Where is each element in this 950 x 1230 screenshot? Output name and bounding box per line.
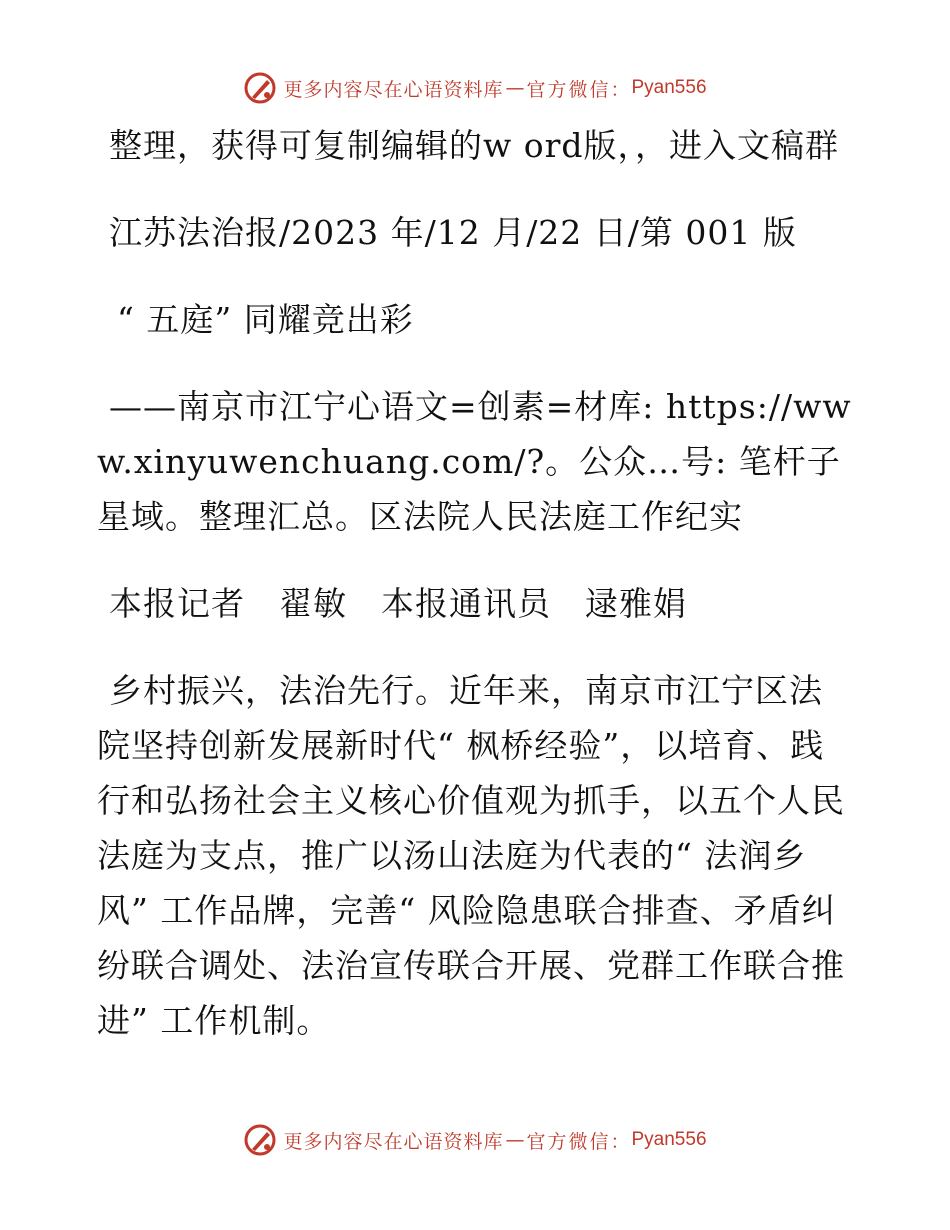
watermark-account: Pyan556 — [631, 1129, 707, 1150]
watermark-account: Pyan556 — [631, 77, 707, 98]
watermark-label: 官方微信： — [526, 1130, 632, 1153]
quill-pen-circle-icon — [243, 71, 277, 105]
watermark-text: 更多内容尽在心语资料库 — [283, 78, 504, 101]
header-watermark — [0, 68, 950, 108]
byline: 本报记者 翟敏 本报通讯员 逯雅娟 — [109, 584, 687, 623]
watermark-separator: — — [505, 1129, 525, 1151]
watermark-text: 更多内容尽在心语资料库 — [283, 1130, 504, 1153]
headline: “ 五庭” 同耀竞出彩 — [117, 300, 414, 339]
source-line: 江苏法治报/2023 年/12 月/22 日/第 001 版 — [109, 213, 797, 252]
document-body — [97, 118, 853, 1048]
quill-pen-circle-icon — [243, 1123, 277, 1157]
intro-paragraph: 整理，获得可复制编辑的w ord版，，进入文稿群 — [109, 126, 840, 165]
watermark-label: 官方微信： — [526, 78, 632, 101]
subheadline: ——南京市江宁心语文=创素=材库: https://www.xinyuwenchuang.com/?。公众…号: 笔杆子星域。整理汇总。区法院人民法庭工作纪实 — [97, 387, 852, 536]
footer-watermark — [0, 1120, 950, 1160]
body-paragraph: 乡村振兴，法治先行。近年来，南京市江宁区法院坚持创新发展新时代“ 枫桥经验”，以培育、践行和弘扬社会主义核心价值观为抓手，以五个人民法庭为支点，推广以汤山法庭为代表的“ 法润乡风” 工作品牌，完善“ 风险隐患联合排查、矛盾纠纷联合调处、法治宣传联合开展、党群工作联合推进” 工作机制。 — [97, 671, 845, 1040]
watermark-separator: — — [505, 77, 525, 99]
